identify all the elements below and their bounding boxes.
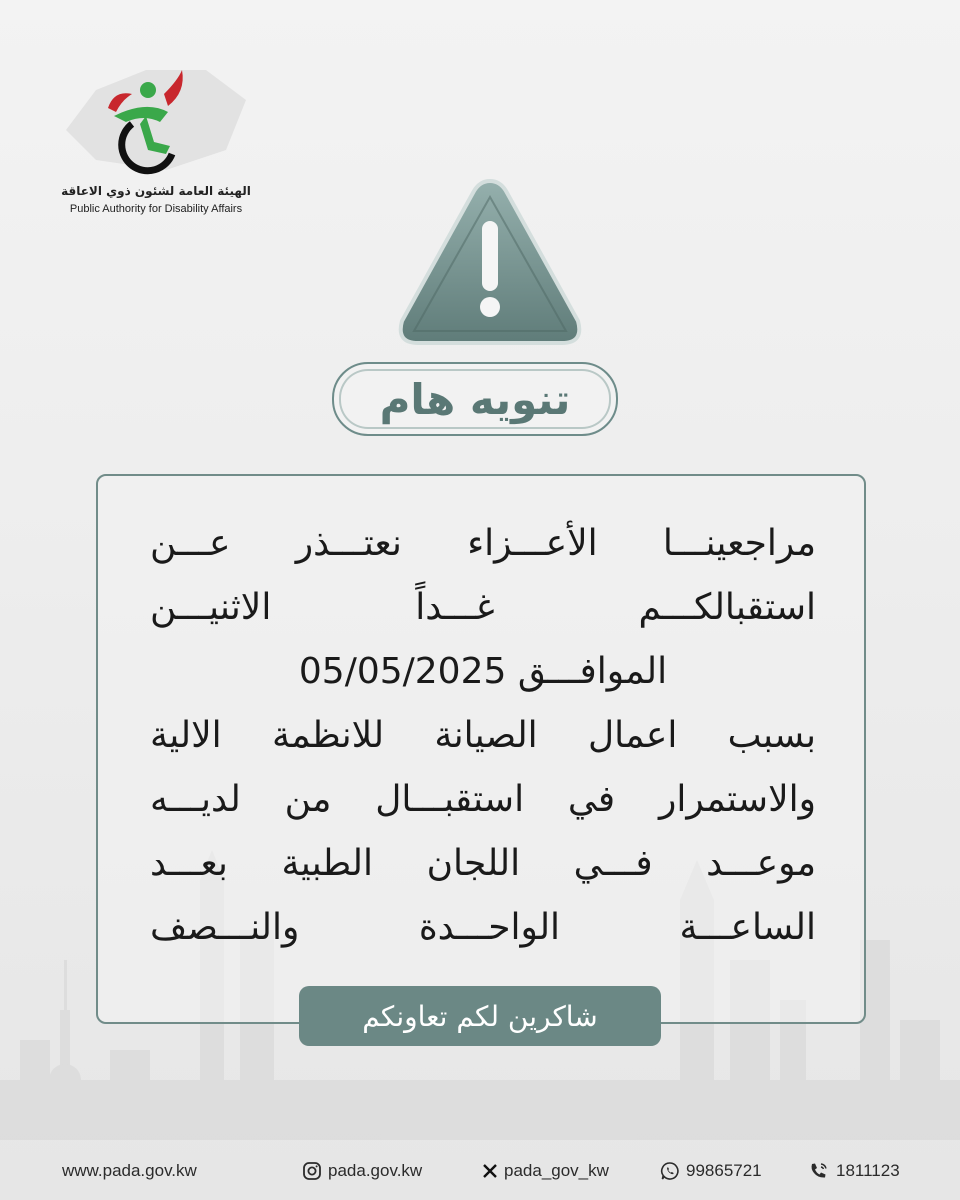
notice-line: والاستمرار في استقبـــال من لديـــه xyxy=(150,779,816,820)
organization-logo xyxy=(56,60,256,230)
organization-name-arabic: الهيئة العامة لشئون ذوي الاعاقة xyxy=(61,184,251,198)
phone-icon xyxy=(808,1161,830,1181)
whatsapp-icon xyxy=(660,1161,680,1181)
notice-line-date: الموافـــق 05/05/2025 xyxy=(298,651,668,692)
notice-title: تنويه هام xyxy=(379,374,571,424)
logo-mark-icon xyxy=(56,60,256,180)
instagram-handle: pada.gov.kw xyxy=(328,1161,423,1180)
notice-line: استقبالكـــم غـــداً الاثنيـــن xyxy=(150,587,816,628)
warning-triangle-icon xyxy=(396,175,584,350)
closing-text: شاكرين لكم تعاونكم xyxy=(362,999,598,1033)
organization-name-english: Public Authority for Disability Affairs xyxy=(69,203,243,215)
notice-title-badge xyxy=(332,362,618,436)
notice-line: مراجعينـــا الأعـــزاء نعتـــذر عـــن xyxy=(150,523,816,564)
whatsapp-number: 99865721 xyxy=(686,1161,762,1180)
notice-line: الساعـــة الواحـــدة والنـــصف xyxy=(150,907,816,948)
instagram-icon xyxy=(302,1161,322,1181)
notice-line: موعـــد فـــي اللجان الطبية بعـــد xyxy=(150,843,816,884)
x-link[interactable] xyxy=(482,1159,609,1183)
footer xyxy=(0,1140,960,1200)
website-text: www.pada.gov.kw xyxy=(62,1161,197,1180)
whatsapp-link[interactable] xyxy=(660,1159,762,1183)
x-handle: pada_gov_kw xyxy=(504,1161,609,1180)
notice-line: بسبب اعمال الصيانة للانظمة الالية xyxy=(150,715,816,756)
phone-number: 1811123 xyxy=(836,1161,900,1180)
instagram-link[interactable] xyxy=(302,1159,422,1183)
website-link[interactable] xyxy=(62,1159,197,1183)
notice-text xyxy=(150,512,816,960)
phone-link[interactable] xyxy=(808,1159,900,1183)
closing-banner xyxy=(299,986,661,1046)
x-logo-icon xyxy=(482,1163,498,1179)
